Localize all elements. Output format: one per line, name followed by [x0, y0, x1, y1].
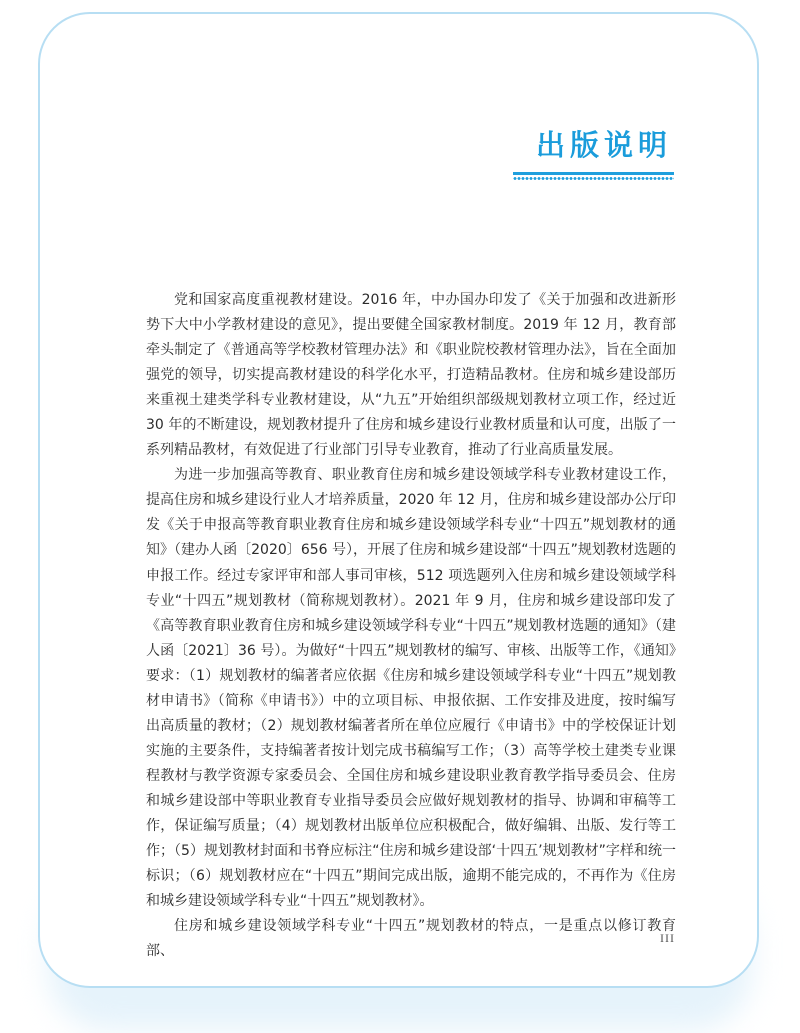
page-number: III [660, 931, 675, 945]
paragraph: 党和国家高度重视教材建设。2016 年，中办国办印发了《关于加强和改进新形势下大中小学教材建设的意见》，提出要健全国家教材制度。2019 年 12 月，教育部牵头制定了《普通高等学校教材管理办法》和《职业院校教材管理办法》，旨在全面加强党的领导，切实提高教材建设的科学化水平，打造精品教材。住房和城乡建设部历来重视土建类学科专业教材建设，从“九五”开始组织部级规划教材立项工作，经过近 30 年的不断建设，规划教材提升了住房和城乡建设行业教材质量和认可度，出版了一系列精品教材，有效促进了行业部门引导专业教育，推动了行业高质量发展。 [146, 292, 676, 459]
page-title: 出版说明 [535, 128, 672, 162]
paragraph: 住房和城乡建设领域学科专业“十四五”规划教材的特点，一是重点以修订教育部、 [146, 918, 676, 960]
body-text [146, 288, 676, 964]
title-underline [513, 172, 674, 175]
paragraph: 为进一步加强高等教育、职业教育住房和城乡建设领域学科专业教材建设工作，提高住房和城乡建设行业人才培养质量，2020 年 12 月，住房和城乡建设部办公厅印发《关于申报高等教育职业教育住房和城乡建设领域学科专业“十四五”规划教材的通知》（建办人函〔2020〕656 号），开展了住房和城乡建设部“十四五”规划教材选题的申报工作。经过专家评审和部人事司审核，512 项选题列入住房和城乡建设领域学科专业“十四五”规划教材（简称规划教材）。2021 年 9 月，住房和城乡建设部印发了《高等教育职业教育住房和城乡建设领域学科专业“十四五”规划教材选题的通知》（建人函〔2021〕36 号）。为做好“十四五”规划教材的编写、审核、出版等工作，《通知》要求：（1）规划教材的编著者应依据《住房和城乡建设领域学科专业“十四五”规划教材申请书》（简称《申请书》）中的立项目标、申报依据、工作安排及进度，按时编写出高质量的教材；（2）规划教材编著者所在单位应履行《申请书》中的学校保证计划实施的主要条件，支持编著者按计划完成书稿编写工作；（3）高等学校土建类专业课程教材与教学资源专家委员会、全国住房和城乡建设职业教育教学指导委员会、住房和城乡建设部中等职业教育专业指导委员会应做好规划教材的指导、协调和审稿等工作，保证编写质量；（4）规划教材出版单位应积极配合，做好编辑、出版、发行等工作；（5）规划教材封面和书脊应标注“住房和城乡建设部‘十四五’规划教材”字样和统一标识；（6）规划教材应在“十四五”期间完成出版，逾期不能完成的，不再作为《住房和城乡建设领域学科专业“十四五”规划教材》。 [146, 467, 676, 910]
title-dotted-rule [513, 177, 674, 180]
